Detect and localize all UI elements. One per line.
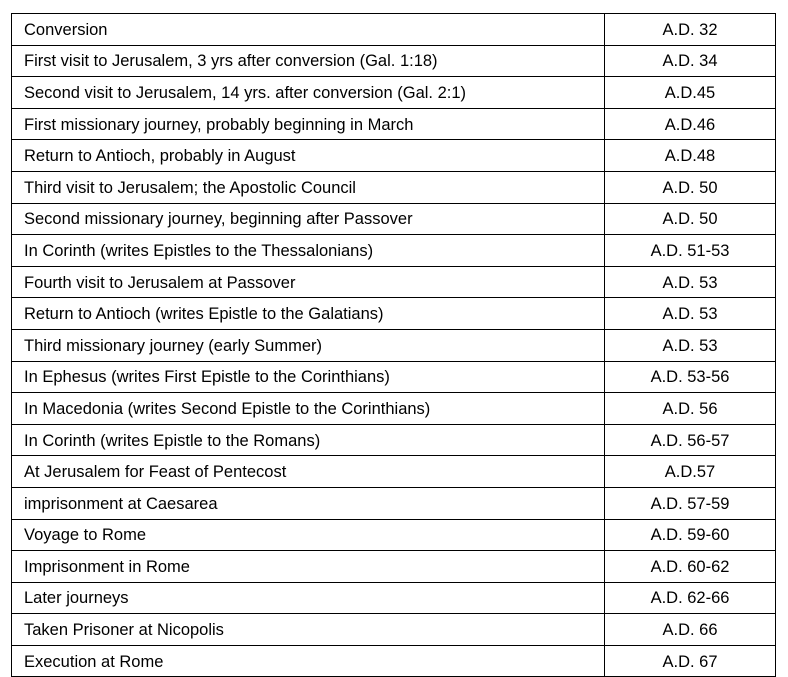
date-cell: A.D. 50 [605, 203, 776, 235]
table-row [12, 582, 776, 614]
chronology-table-body [12, 14, 776, 677]
event-cell: First missionary journey, probably beginning in March [12, 108, 605, 140]
event-cell: In Macedonia (writes Second Epistle to the Corinthians) [12, 393, 605, 425]
table-row [12, 614, 776, 646]
date-cell: A.D. 53 [605, 329, 776, 361]
table-row [12, 551, 776, 583]
event-cell: Second visit to Jerusalem, 14 yrs. after conversion (Gal. 2:1) [12, 77, 605, 109]
table-row [12, 171, 776, 203]
date-cell: A.D. 53-56 [605, 361, 776, 393]
table-row [12, 14, 776, 46]
table-row [12, 329, 776, 361]
event-cell: Third missionary journey (early Summer) [12, 329, 605, 361]
event-cell: Return to Antioch, probably in August [12, 140, 605, 172]
date-cell: A.D.48 [605, 140, 776, 172]
event-cell: First visit to Jerusalem, 3 yrs after conversion (Gal. 1:18) [12, 45, 605, 77]
date-cell: A.D. 51-53 [605, 235, 776, 267]
table-row [12, 361, 776, 393]
table-row [12, 140, 776, 172]
date-cell: A.D.57 [605, 456, 776, 488]
event-cell: Fourth visit to Jerusalem at Passover [12, 266, 605, 298]
chronology-table [11, 13, 776, 677]
table-row [12, 45, 776, 77]
event-cell: Second missionary journey, beginning after Passover [12, 203, 605, 235]
date-cell: A.D.46 [605, 108, 776, 140]
date-cell: A.D. 53 [605, 266, 776, 298]
date-cell: A.D. 53 [605, 298, 776, 330]
table-row [12, 266, 776, 298]
table-row [12, 645, 776, 677]
date-cell: A.D. 60-62 [605, 551, 776, 583]
date-cell: A.D. 57-59 [605, 487, 776, 519]
date-cell: A.D. 66 [605, 614, 776, 646]
table-row [12, 203, 776, 235]
event-cell: At Jerusalem for Feast of Pentecost [12, 456, 605, 488]
event-cell: Conversion [12, 14, 605, 46]
date-cell: A.D. 56-57 [605, 424, 776, 456]
event-cell: imprisonment at Caesarea [12, 487, 605, 519]
event-cell: Later journeys [12, 582, 605, 614]
date-cell: A.D. 56 [605, 393, 776, 425]
event-cell: Voyage to Rome [12, 519, 605, 551]
table-row [12, 456, 776, 488]
date-cell: A.D.45 [605, 77, 776, 109]
date-cell: A.D. 62-66 [605, 582, 776, 614]
event-cell: In Ephesus (writes First Epistle to the Corinthians) [12, 361, 605, 393]
event-cell: Execution at Rome [12, 645, 605, 677]
event-cell: Imprisonment in Rome [12, 551, 605, 583]
event-cell: In Corinth (writes Epistle to the Romans) [12, 424, 605, 456]
table-row [12, 393, 776, 425]
date-cell: A.D. 59-60 [605, 519, 776, 551]
table-row [12, 519, 776, 551]
date-cell: A.D. 67 [605, 645, 776, 677]
date-cell: A.D. 34 [605, 45, 776, 77]
event-cell: Third visit to Jerusalem; the Apostolic Council [12, 171, 605, 203]
table-row [12, 77, 776, 109]
table-row [12, 298, 776, 330]
table-row [12, 108, 776, 140]
table-row [12, 235, 776, 267]
date-cell: A.D. 50 [605, 171, 776, 203]
event-cell: Return to Antioch (writes Epistle to the Galatians) [12, 298, 605, 330]
event-cell: In Corinth (writes Epistles to the Thessalonians) [12, 235, 605, 267]
event-cell: Taken Prisoner at Nicopolis [12, 614, 605, 646]
table-row [12, 487, 776, 519]
table-row [12, 424, 776, 456]
date-cell: A.D. 32 [605, 14, 776, 46]
